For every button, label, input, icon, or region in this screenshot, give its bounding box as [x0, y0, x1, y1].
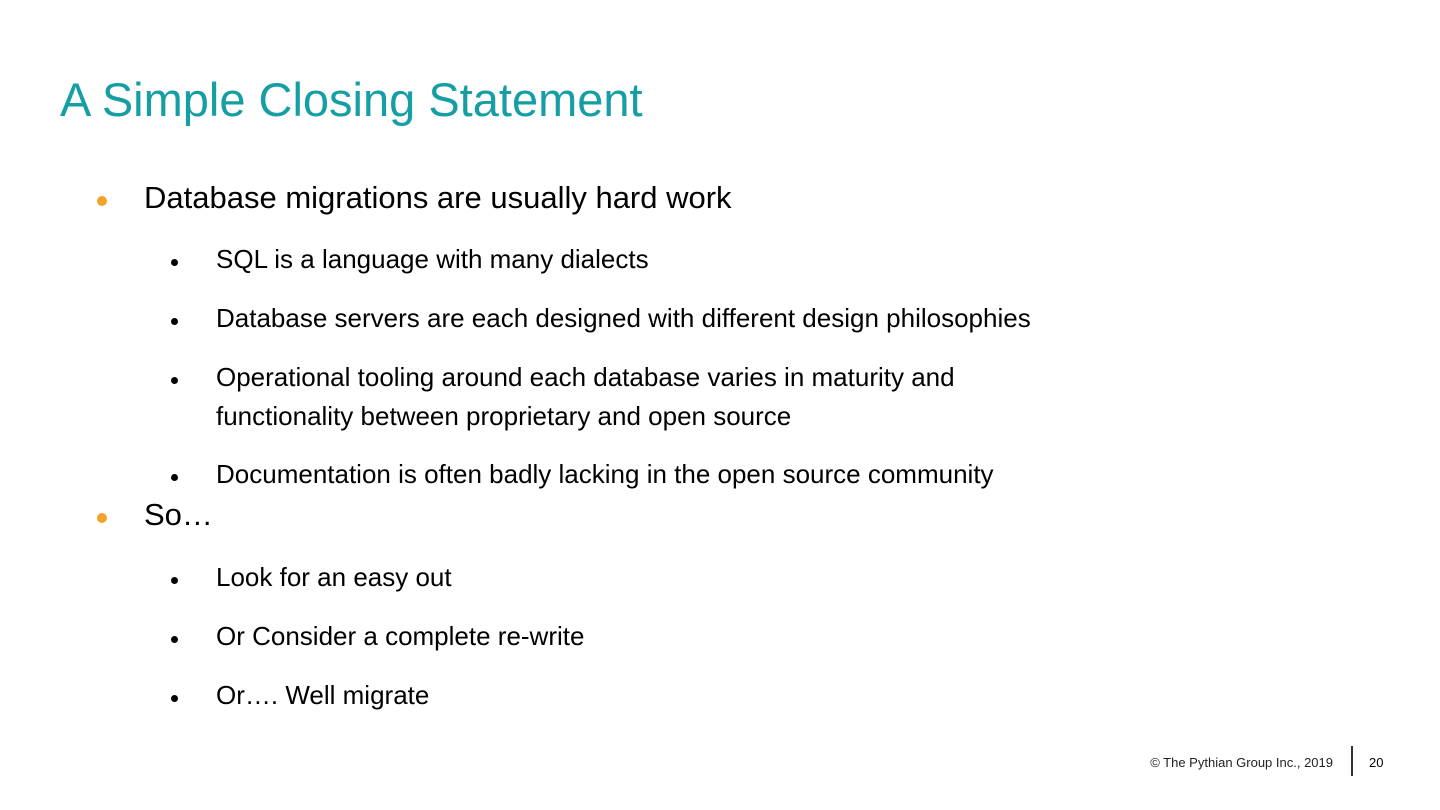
sub-bullet-dot-icon [171, 377, 178, 384]
slide-title: A Simple Closing Statement [60, 73, 643, 126]
sub-bullet-text: Or Consider a complete re-write [216, 621, 585, 651]
bullet-dot-icon [97, 196, 107, 206]
sub-bullet-text: Operational tooling around each database varies in maturity and functionality between proprietary and open source [216, 362, 955, 431]
sub-bullet-text: Look for an easy out [216, 562, 452, 592]
sub-bullet-text: Or…. Well migrate [216, 680, 430, 710]
bullet-text: So… [144, 497, 213, 532]
sub-bullet-dot-icon [171, 474, 178, 481]
sub-bullet-dot-icon [171, 318, 178, 325]
sub-bullet-text: Documentation is often badly lacking in the open source community [216, 459, 994, 489]
slide-footer [0, 750, 1440, 810]
sub-bullet-text: Database servers are each designed with different design philosophies [216, 303, 1031, 333]
sub-bullet-text: SQL is a language with many dialects [216, 244, 649, 274]
bullet-text: Database migrations are usually hard work [144, 180, 732, 215]
bullet-dot-icon [97, 513, 107, 523]
sub-bullet-dot-icon [171, 695, 178, 702]
sub-bullet-dot-icon [171, 577, 178, 584]
sub-bullet-dot-icon [171, 636, 178, 643]
sub-bullet-dot-icon [171, 259, 178, 266]
footer-divider [1351, 746, 1353, 776]
page-number: 20 [1369, 755, 1384, 770]
copyright-notice: © The Pythian Group Inc., 2019 [1150, 755, 1333, 770]
